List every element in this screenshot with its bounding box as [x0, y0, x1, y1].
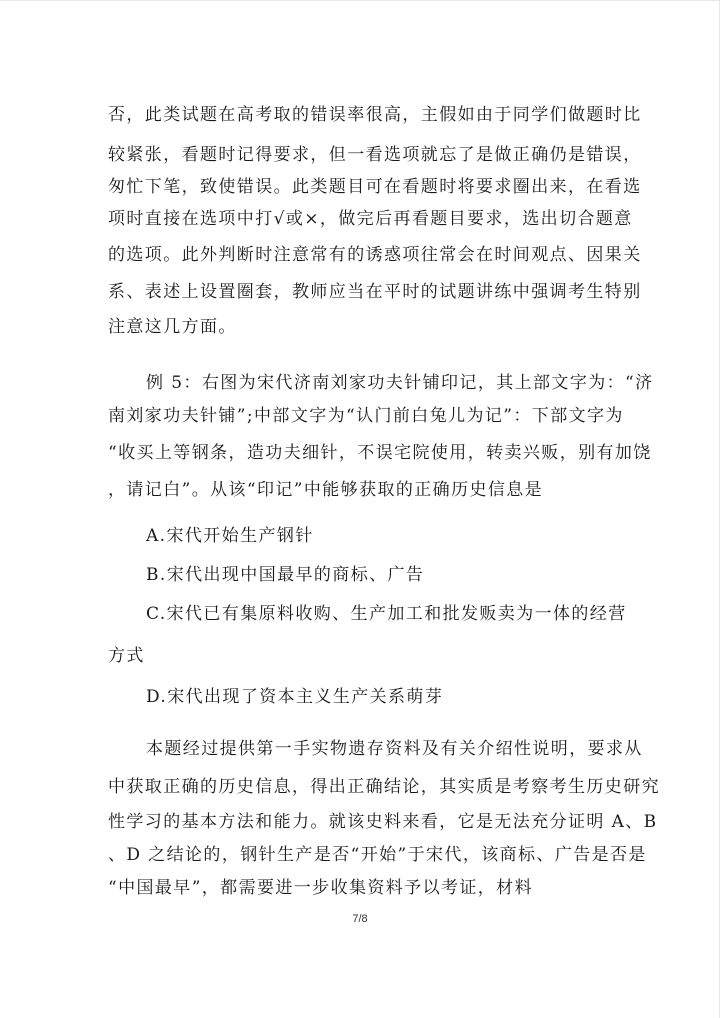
question-line: 南刘家功夫针铺”;中部文字为“认门前白兔儿为记”：下部文字为 [108, 406, 624, 426]
text-line: 项时直接在选项中打√或×，做完后再看题目要求，选出切合题意 [108, 209, 633, 229]
question-line: “收买上等钢条，造功夫细针，不误宅院使用，转卖兴贩，别有加饶 [108, 443, 652, 463]
question-line: ，请记白”。从该“印记”中能够获取的正确历史信息是 [108, 480, 544, 500]
option-d: D.宋代出现了资本主义生产关系萌芽 [146, 687, 444, 707]
analysis-line: 本题经过提供第一手实物遗存资料及有关介绍性说明，要求从 [146, 739, 643, 759]
option-a: A.宋代开始生产钢针 [146, 526, 314, 546]
option-c-continued: 方式 [108, 646, 145, 666]
text-line: 较紧张，看题时记得要求，但一看选项就忘了是做正确仍是错误， [108, 145, 642, 165]
analysis-line: 中获取正确的历史信息，得出正确结论，其实质是考察考生历史研究 [108, 777, 660, 797]
option-b: B.宋代出现中国最早的商标、广告 [146, 565, 425, 585]
text-line: 匆忙下笔，致使错误。此类题目可在看题时将要求圈出来，在看选 [108, 177, 642, 197]
text-line: 系、表述上设置圈套，教师应当在平时的试题讲练中强调考生特别 [108, 282, 642, 302]
analysis-line: 、D 之结论的，钢针生产是否“开始”于宋代，该商标、广告是否是 [108, 845, 647, 865]
text-line: 的选项。此外判断时注意常有的诱惑项往常会在时间观点、因果关 [108, 245, 642, 265]
analysis-line: 性学习的基本方法和能力。就该史料来看，它是无法充分证明 A、B [108, 812, 658, 832]
page-number: 7/8 [352, 913, 368, 925]
question-line: 例 5：右图为宋代济南刘家功夫针铺印记，其上部文字为：“济 [146, 373, 654, 393]
analysis-line: “中国最早”，都需要进一步收集资料予以考证，材料 [108, 878, 533, 898]
text-line: 否，此类试题在高考取的错误率很高，主假如由于同学们做题时比 [108, 105, 642, 125]
text-line: 注意这几方面。 [108, 317, 237, 337]
page-top-edge [0, 0, 720, 1]
option-c: C.宋代已有集原料收购、生产加工和批发贩卖为一体的经营 [146, 604, 627, 624]
